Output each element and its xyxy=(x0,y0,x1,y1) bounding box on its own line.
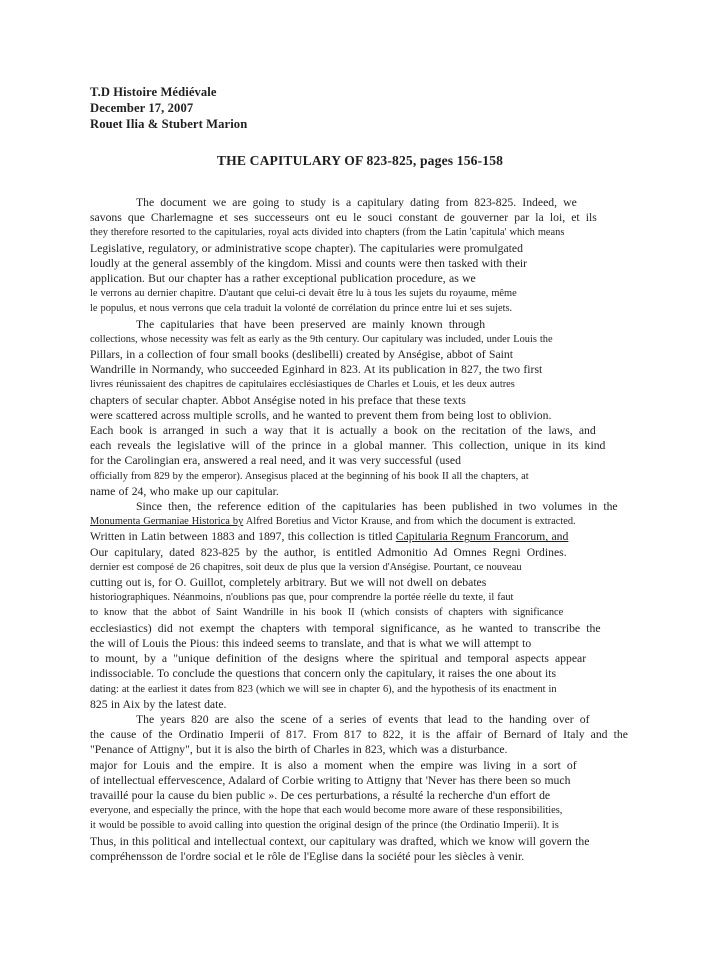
text-line xyxy=(90,666,635,681)
text-segment: Pillars, in a collection of four small books (deslibelli) created by Anségise, abbot of Saint xyxy=(90,348,514,362)
text-line xyxy=(90,362,635,377)
text-line xyxy=(90,818,635,833)
text-segment: Alfred Boretius and Victor Krause, and from which the document is extracted. xyxy=(243,516,576,528)
text-line xyxy=(90,575,635,590)
text-line xyxy=(90,408,635,423)
text-segment: The capitularies that have been preserved are mainly known through xyxy=(136,317,486,331)
text-line xyxy=(90,256,635,271)
text-segment: historiographiques. Néanmoins, n'oublions pas que, pour comprendre la portée réelle du texte, il faut xyxy=(90,592,514,604)
text-line xyxy=(90,301,635,316)
text-segment: ecclesiastics) did not exempt the chapters with temporal significance, as he wanted to transcribe the xyxy=(90,621,601,635)
text-line xyxy=(90,423,635,438)
text-segment: le populus, et nous verrons que cela traduit la volonté de corrélation du prince entre lui et ses sujets. xyxy=(90,303,513,315)
text-line xyxy=(90,697,635,712)
text-line xyxy=(90,758,635,773)
text-segment: to know that the abbot of Saint Wandrille in his book II (which consists of chapters with significance xyxy=(90,607,564,619)
text-line xyxy=(90,727,635,742)
text-line xyxy=(90,773,635,788)
text-segment: for the Carolingian era, answered a real need, and it was very successful (used xyxy=(90,454,461,468)
text-line xyxy=(90,651,635,666)
text-segment: Thus, in this political and intellectual context, our capitulary was drafted, which we know will govern the xyxy=(90,834,590,848)
text-segment: Wandrille in Normandy, who succeeded Eginhard in 823. At its publication in 827, the two first xyxy=(90,363,543,377)
text-segment: loudly at the general assembly of the kingdom. Missi and counts were then tasked with their xyxy=(90,256,528,270)
text-segment: cutting out is, for O. Guillot, completely arbitrary. But we will not dwell on debates xyxy=(90,576,487,590)
text-segment: compréhensson de l'ordre social et le rôle de l'Eglise dans la société pour les siècles à venir. xyxy=(90,849,525,863)
text-segment: travaillé pour la cause du bien public ». De ces perturbations, a résulté la recherche d'un effort de xyxy=(90,788,551,802)
text-line xyxy=(90,393,635,408)
text-segment: dernier est composé de 26 chapitres, soit deux de plus que la version d'Anségise. Pourtant, ce nouveau xyxy=(90,561,522,573)
text-line xyxy=(90,514,635,529)
underlined-work-title: Monumenta Germaniae Historica by xyxy=(90,516,244,528)
text-segment: The document we are going to study is a capitulary dating from 823-825. Indeed, we xyxy=(136,196,577,209)
text-segment: the cause of the Ordinatio Imperii of 817. From 817 to 822, it is the affair of Bernard of Italy and the xyxy=(90,728,628,742)
text-line xyxy=(90,332,635,347)
text-line xyxy=(90,271,635,286)
header-course-title: T.D Histoire Médiévale xyxy=(90,85,217,99)
document-title: THE CAPITULARY OF 823-825, pages 156-158 xyxy=(216,153,504,168)
text-segment: savons que Charlemagne et ses successeurs ont eu le souci constant de gouverner par la loi, et ils xyxy=(90,211,597,225)
text-segment: Legislative, regulatory, or administrative scope chapter). The capitularies were promulgated xyxy=(90,241,523,255)
text-segment: were scattered across multiple scrolls, and he wanted to prevent them from being lost to oblivion. xyxy=(90,408,552,422)
header-authors: Rouet Ilia & Stubert Marion xyxy=(90,117,248,131)
text-line xyxy=(90,590,635,605)
document-header xyxy=(90,84,247,132)
text-line xyxy=(90,560,635,575)
text-line xyxy=(90,834,635,849)
text-line xyxy=(90,621,635,636)
text-segment: Our capitulary, dated 823-825 by the author, is entitled Admonitio Ad Omnes Regni Ordines. xyxy=(90,545,567,559)
text-line xyxy=(90,788,635,803)
text-line xyxy=(90,529,635,544)
underlined-work-title: Capitularia Regnum Francorum, and xyxy=(395,530,569,544)
text-segment: collections, whose necessity was felt as early as the 9th century. Our capitulary was included, under Louis the xyxy=(90,333,553,345)
text-line xyxy=(90,453,635,468)
text-segment: "Penance of Attigny", but it is also the birth of Charles in 823, which was a disturbance. xyxy=(90,743,508,757)
header-date: December 17, 2007 xyxy=(90,101,194,115)
text-line xyxy=(90,682,635,697)
text-line xyxy=(90,286,635,301)
text-segment: it would be possible to avoid calling into question the original design of the prince (the Ordinatio Imperii). It is xyxy=(90,820,559,832)
text-line xyxy=(90,712,635,727)
text-line xyxy=(90,499,635,514)
text-segment: application. But our chapter has a rather exceptional publication procedure, as we xyxy=(90,272,476,286)
text-line xyxy=(90,484,635,499)
text-segment: le verrons au dernier chapitre. D'autant que celui-ci devait être lu à tous les sujets du royaume, même xyxy=(90,288,517,300)
text-segment: The years 820 are also the scene of a series of events that lead to the handing over of xyxy=(136,712,590,726)
text-line xyxy=(90,605,635,620)
text-segment: major for Louis and the empire. It is also a moment when the empire was living in a sort of xyxy=(90,758,577,772)
text-segment: of intellectual effervescence, Adalard of Corbie writing to Attigny that 'Never has there been so much xyxy=(90,773,571,787)
text-line xyxy=(90,210,635,225)
text-segment: Each book is arranged in such a way that it is actually a book on the recitation of the laws, and xyxy=(90,424,596,438)
text-line xyxy=(90,347,635,362)
text-line xyxy=(90,225,635,240)
text-segment: the will of Louis the Pious: this indeed seems to translate, and that is what we will attempt to xyxy=(90,636,532,650)
text-segment: each reveals the legislative will of the prince in a global manner. This collection, unique in its kind xyxy=(90,439,606,453)
text-segment: chapters of secular chapter. Abbot Anségise noted in his preface that these texts xyxy=(90,393,466,407)
text-segment: 825 in Aix by the latest date. xyxy=(90,697,227,711)
text-segment: Since then, the reference edition of the capitularies has been published in two volumes in the xyxy=(136,500,618,514)
text-segment: name of 24, who make up our capitular. xyxy=(90,484,279,498)
text-segment: Written in Latin between 1883 and 1897, this collection is titled xyxy=(90,530,396,544)
text-line xyxy=(90,469,635,484)
text-line xyxy=(90,317,635,332)
text-line xyxy=(90,636,635,651)
text-segment: everyone, and especially the prince, with the hope that each would become more aware of these responsibilities, xyxy=(90,805,563,817)
text-line xyxy=(90,241,635,256)
text-line xyxy=(90,803,635,818)
text-line xyxy=(90,377,635,392)
text-line xyxy=(90,195,635,210)
text-line xyxy=(90,742,635,757)
text-segment: officially from 829 by the emperor). Ansegisus placed at the beginning of his book II all the chapters, at xyxy=(90,470,529,482)
document-body xyxy=(90,195,635,864)
text-segment: livres réunissaient des chapitres de capitulaires ecclésiastiques de Charles et Louis, et les deux autres xyxy=(90,379,515,391)
text-line xyxy=(90,849,635,864)
text-line xyxy=(90,545,635,560)
text-segment: they therefore resorted to the capitularies, royal acts divided into chapters (from the Latin 'capitula' which means xyxy=(90,227,565,239)
text-segment: to mount, by a "unique definition of the designs where the spiritual and temporal aspects appear xyxy=(90,652,587,666)
text-segment: indissociable. To conclude the questions that concern only the capitulary, it raises the one about its xyxy=(90,667,557,681)
text-line xyxy=(90,438,635,453)
text-segment: dating: at the earliest it dates from 823 (which we will see in chapter 6), and the hypothesis of its enactment in xyxy=(90,683,557,695)
